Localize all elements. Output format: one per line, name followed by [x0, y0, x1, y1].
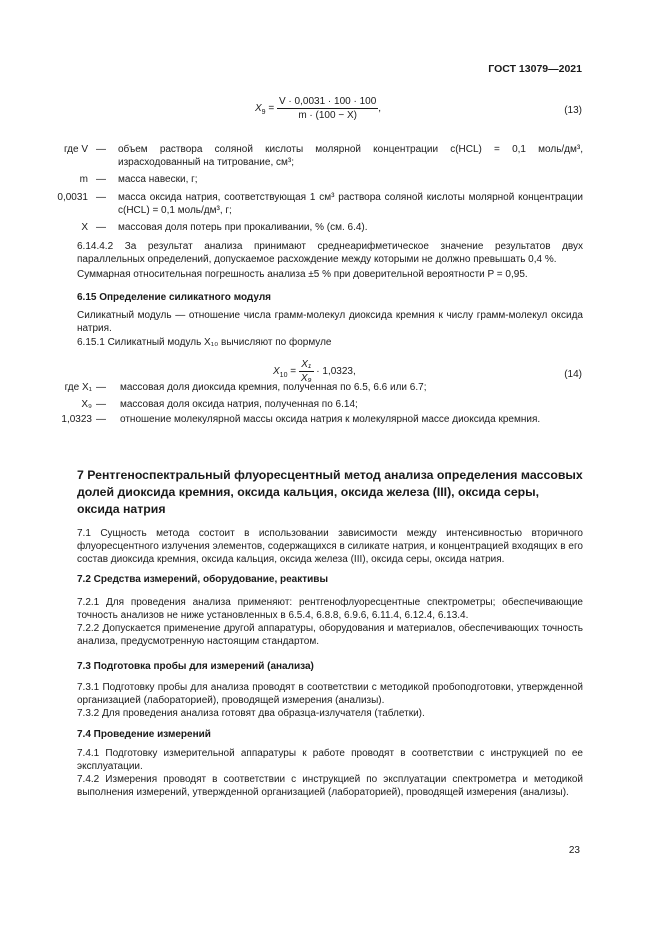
where-13-symbol: 0,0031	[57, 192, 88, 203]
where-13-text: массовая доля потерь при прокаливании, % (см. 6.4).	[118, 222, 368, 233]
where-14-symbol: 1,0323	[61, 414, 92, 425]
where-14-dash: —	[96, 399, 106, 410]
paragraph-7-2-1: 7.2.1 Для проведения анализа применяют: рентгенофлуоресцентные спектрометры; обеспечивающие точность анализов не ниже установленных в 6.5.4, 6.8.8, 6.9.6, 6.11.4, 6.12.4, 6.13.4.	[77, 597, 583, 621]
formula-13: $X_9$ = $\frac{V \cdot 0,0031 \cdot 100 \cdot 100}{m \cdot (100 - X)}$ ,	[255, 96, 382, 121]
formula-14-numerator: X₁	[299, 359, 314, 372]
where-13-dash: —	[96, 222, 106, 233]
where-14-text: отношение молекулярной массы оксида натрия к молекулярной массе диоксида кремния.	[120, 414, 541, 425]
where-13-row	[0, 143, 661, 169]
paragraph-total-error: Суммарная относительная погрешность анализа ±5 % при доверительной вероятности P = 0,95.	[77, 269, 528, 280]
paragraph-7-1: 7.1 Сущность метода состоит в использовании зависимости между интенсивностью вторичного флуоресцентного излучения элементов, содержащихся в силикате натрия, и концентрацией входящих в его состав диоксида кремния, оксида кальция, оксида железа (III), оксида серы, оксида натрия.	[77, 528, 583, 565]
where-14-dash: —	[96, 414, 106, 425]
where-14-symbol: где X₁	[64, 382, 92, 393]
formula-14-tail: · 1,0323,	[316, 366, 356, 378]
where-14-dash: —	[96, 382, 106, 393]
paragraph-7-3-1: 7.3.1 Подготовку пробы для анализа проводят в соответствии с методикой пробоподготовки, утвержденной организацией (лабораторией), проводящей измерения (анализы).	[77, 682, 583, 706]
paragraph-7-2-2: 7.2.2 Допускается применение другой аппаратуры, оборудования и материалов, обеспечивающих точность анализа, предусмотренную настоящим стандартом.	[77, 623, 583, 647]
where-13-text: объем раствора соляной кислоты молярной концентрации c(HCL) = 0,1 моль/дм³, израсходованный на титрование, см³;	[118, 144, 583, 168]
page-number: 23	[568, 845, 580, 856]
section-7-4-heading: 7.4 Проведение измерений	[77, 729, 211, 740]
formula-13-numerator: V · 0,0031 · 100 · 100	[278, 96, 377, 107]
where-13-dash: —	[96, 174, 106, 185]
paragraph-6-14-4-2: 6.14.4.2 За результат анализа принимают среднеарифметическое значение результатов двух параллельных определений, допускаемое расхождение между которыми не должно превышать 0,4 %.	[77, 241, 583, 265]
paragraph-6-15-definition: Силикатный модуль — отношение числа грамм-молекул диоксида кремния к числу грамм-молекул оксида натрия.	[77, 310, 583, 334]
paragraph-7-3-2: 7.3.2 Для проведения анализа готовят два образца-излучателя (таблетки).	[77, 708, 425, 719]
formula-13-tail: ,	[378, 103, 382, 115]
formula-13-lhs: X	[255, 103, 262, 115]
formula-14-denominator: X₉	[300, 373, 312, 384]
formula-14-lhs-sub: 10	[279, 372, 288, 380]
where-13-symbol: где V	[63, 144, 88, 155]
where-14-text: массовая доля диоксида кремния, полученная по 6.5, 6.6 или 6.7;	[120, 382, 427, 393]
formula-14-lhs: X	[273, 366, 280, 378]
where-14-symbol: X₉	[81, 399, 92, 410]
where-13-symbol: m	[79, 174, 88, 185]
where-13-symbol: X	[81, 222, 88, 233]
paragraph-7-4-1: 7.4.1 Подготовку измерительной аппаратуры к работе проводят в соответствии с инструкцией по ее эксплуатации.	[77, 748, 583, 772]
section-6-15-heading: 6.15 Определение силикатного модуля	[77, 292, 272, 303]
paragraph-6-15-1: 6.15.1 Силикатный модуль X₁₀ вычисляют по формуле	[77, 337, 332, 348]
where-13-dash: —	[96, 192, 106, 203]
where-13-text: масса навески, г;	[118, 174, 198, 185]
section-7-3-heading: 7.3 Подготовка пробы для измерений (анализа)	[77, 661, 314, 672]
where-13-dash: —	[96, 144, 106, 155]
formula-14-number: (14)	[564, 369, 582, 380]
formula-13-number: (13)	[564, 105, 582, 116]
formula-14: $X_{10}$ = $\frac{\text{X₁}}{\text{X₉}}$ · 1,0323,	[273, 359, 356, 384]
formula-13-lhs-sub: 9	[261, 109, 266, 117]
formula-13-denominator: m · (100 − X)	[298, 110, 357, 121]
section-7-2-heading: 7.2 Средства измерений, оборудование, реактивы	[77, 574, 328, 585]
where-13-text: масса оксида натрия, соответствующая 1 см³ раствора соляной кислоты молярной концентрации c(HCL) = 0,1 моль/дм³, г;	[118, 192, 583, 216]
where-14-text: массовая доля оксида натрия, полученная по 6.14;	[120, 399, 358, 410]
formula-13-fraction	[277, 96, 378, 121]
chapter-7-heading: 7 Рентгеноспектральный флуоресцентный метод анализа определения массовых долей диоксида кремния, оксида кальция, оксида железа (III), оксида серы, оксида натрия	[77, 468, 583, 516]
paragraph-7-4-2: 7.4.2 Измерения проводят в соответствии с инструкцией по эксплуатации спектрометра и методикой выполнения измерений, утвержденной организацией (лабораторией), проводящей измерения (анализы).	[77, 774, 583, 798]
document-header: ГОСТ 13079—2021	[488, 63, 582, 75]
